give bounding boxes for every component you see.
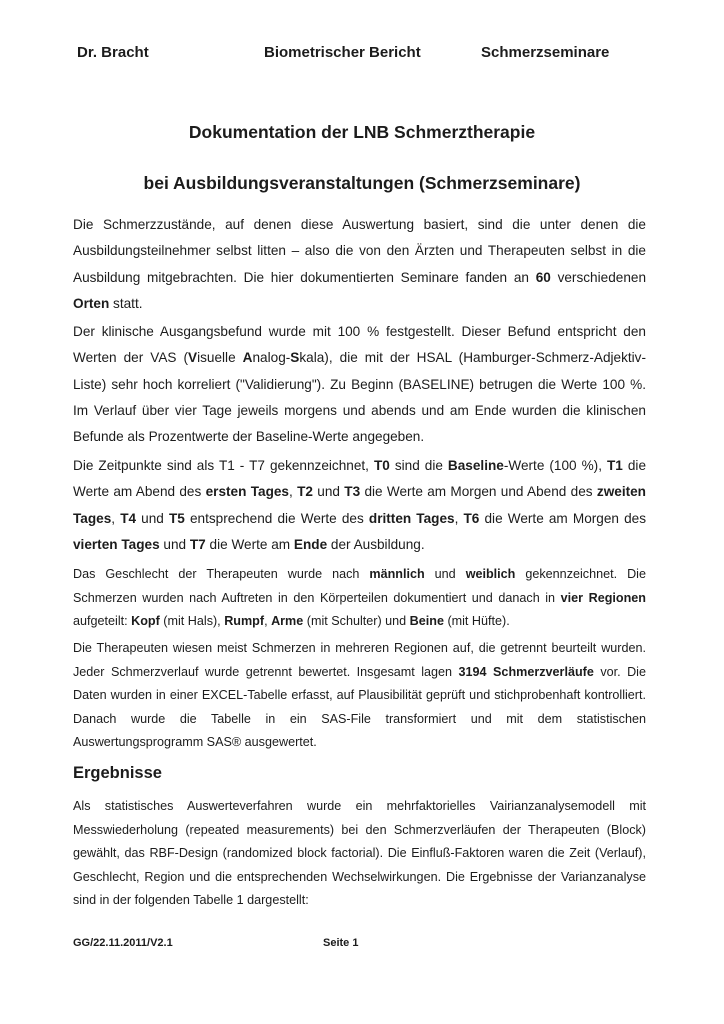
footer-page-number: Seite 1 (323, 937, 359, 949)
footer-version: GG/22.11.2011/V2.1 (73, 937, 173, 949)
header-topic: Schmerzseminare (481, 44, 610, 61)
paragraph-results-method: Als statistisches Auswerteverfahren wurde ein mehrfaktorielles Vairianzanalysemodell mit Messwiederholung (repeated measurements) bei den Schmerzverläufen der Therapeuten (Block) gewählt, das RBF-Design (randomized block factorial). Die Einfluß-Faktoren waren die Zeit (Verlauf), Geschlecht, Region und die entsprechenden Wechselwirkungen. Die Ergebnisse der Varianzanalyse sind in der folgenden Tabelle 1 dargestellt: (73, 799, 646, 908)
header-author: Dr. Bracht (77, 44, 149, 61)
paragraph-data-processing: Die Therapeuten wiesen meist Schmerzen in mehreren Regionen auf, die getrennt beurteilt wurden. Jeder Schmerzverlauf wurde getrennt bewertet. Insgesamt lagen 3194 Schmerzverläufe vor. Die Daten wurden in einer EXCEL-Tabelle erfasst, auf Plausibilität geprüft und stichprobenhaft kontrolliert. Danach wurde die Tabelle in ein SAS-File transformiert und mit dem statistischen Auswertungsprogramm SAS® ausgewertet. (73, 641, 646, 750)
paragraph-baseline: Der klinische Ausgangsbefund wurde mit 100 % festgestellt. Dieser Befund entspricht den Werten der VAS (Visuelle Analog-Skala), die mit der HSAL (Hamburger-Schmerz-Adjektiv-Liste) sehr hoch korreliert ("Validierung"). Zu Beginn (BASELINE) betrugen die Werte 100 %. Im Verlauf über vier Tage jeweils morgens und abends und am Ende wurden die klinischen Befunde als Prozentwerte der Baseline-Werte angegeben. (73, 324, 646, 445)
document-title: Dokumentation der LNB Schmerztherapie (188, 122, 536, 142)
document-subtitle: bei Ausbildungsveranstaltungen (Schmerzseminare) (143, 173, 581, 193)
header-report-type: Biometrischer Bericht (264, 44, 421, 61)
paragraph-intro: Die Schmerzzustände, auf denen diese Auswertung basiert, sind die unter denen die Ausbildungsteilnehmer selbst litten – also die von den Ärzten und Therapeuten selbst in die Ausbildung mitgebrachten. Die hier dokumentierten Seminare fanden an 60 verschiedenen Orten statt. (73, 217, 646, 311)
paragraph-timepoints: Die Zeitpunkte sind als T1 - T7 gekennzeichnet, T0 sind die Baseline-Werte (100 %), T1 die Werte am Abend des ersten Tages, T2 und T3 die Werte am Morgen und Abend des zweiten Tages, T4 und T5 entsprechend die Werte des dritten Tages, T6 die Werte am Morgen des vierten Tages und T7 die Werte am Ende der Ausbildung. (73, 458, 647, 552)
paragraph-gender-regions: Das Geschlecht der Therapeuten wurde nach männlich und weiblich gekennzeichnet. Die Schmerzen wurden nach Auftreten in den Körperteilen dokumentiert und danach in vier Regionen aufgeteilt: Kopf (mit Hals), Rumpf, Arme (mit Schulter) und Beine (mit Hüfte). (73, 567, 646, 629)
section-heading-ergebnisse: Ergebnisse (73, 764, 162, 782)
